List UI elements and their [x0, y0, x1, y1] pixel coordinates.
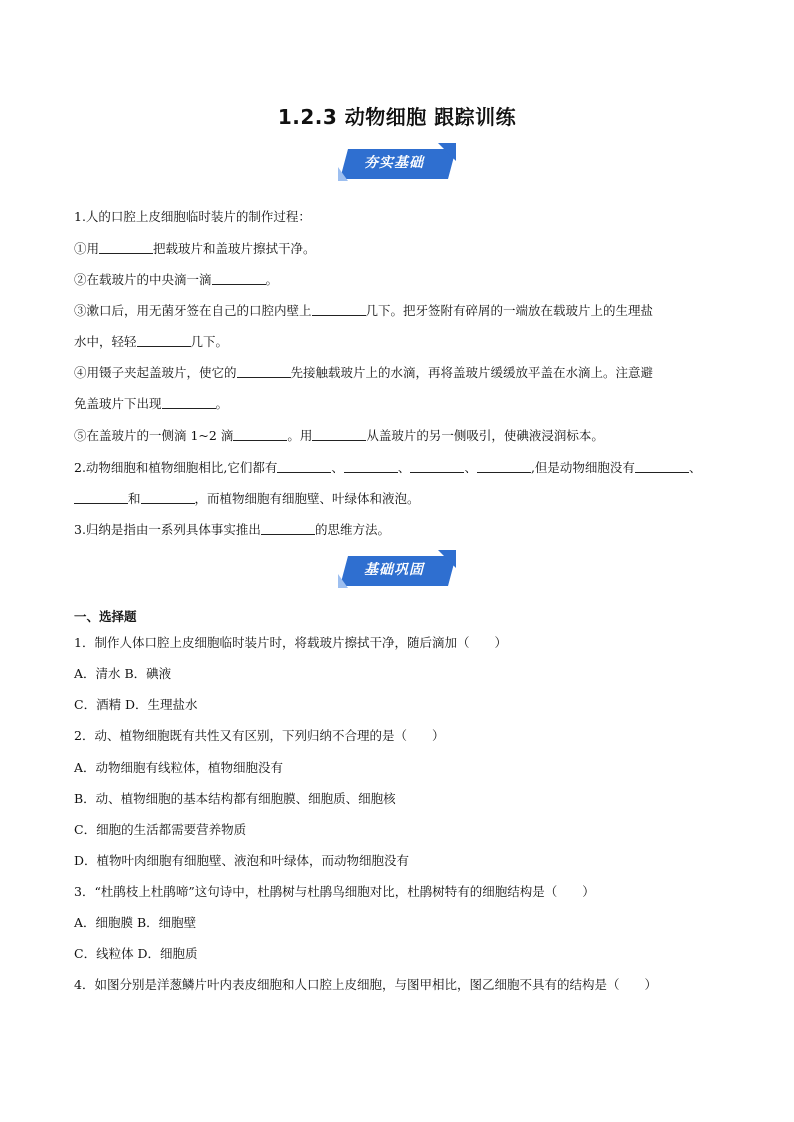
mc-q3-options-cd: C．线粒体 D．细胞质 [74, 946, 198, 961]
answer-blank [477, 459, 531, 473]
answer-blank [74, 490, 128, 504]
answer-blank [162, 395, 216, 409]
mc-q3: 3．“杜鹃枝上杜鹃啼”这句诗中，杜鹃树与杜鹃鸟细胞对比，杜鹃树特有的细胞结构是（ ） [74, 884, 595, 899]
separator: 、 [464, 460, 477, 475]
answer-blank [233, 427, 287, 441]
text: 水中，轻轻 [74, 334, 137, 349]
text: 。 [215, 396, 229, 411]
text: 从盖玻片的另一侧吸引，使碘液浸润标本。 [366, 428, 604, 443]
mc-q2-option-a: A．动物细胞有线粒体，植物细胞没有 [74, 760, 284, 775]
q1-step1 [74, 240, 316, 257]
text: 。用 [287, 428, 313, 443]
answer-blank [237, 364, 291, 378]
q1-step4 [74, 364, 653, 381]
q1-step3-cont [74, 333, 228, 350]
mc-q2-option-d: D．植物叶肉细胞有细胞壁、液泡和叶绿体，而动物细胞没有 [74, 853, 410, 868]
q2-line1 [74, 459, 701, 476]
section-banner-consolidate [338, 143, 456, 185]
text: ，而植物细胞有细胞壁、叶绿体和液泡。 [194, 491, 420, 506]
q1-step5 [74, 427, 604, 444]
answer-blank [99, 240, 153, 254]
q2-line2 [74, 490, 420, 507]
answer-blank [410, 459, 464, 473]
mc-q1-options-cd: C．酒精 D．生理盐水 [74, 697, 198, 712]
text: ②在载玻片的中央滴一滴 [74, 272, 212, 287]
answer-blank [141, 490, 195, 504]
text: 3.归纳是指由一系列具体事实推出 [74, 522, 261, 537]
section-heading: 一、选择题 [74, 609, 137, 624]
text: 。 [265, 272, 279, 287]
answer-blank [277, 459, 331, 473]
mc-q2-option-b: B．动、植物细胞的基本结构都有细胞膜、细胞质、细胞核 [74, 791, 396, 806]
text: 免盖玻片下出现 [74, 396, 162, 411]
separator: 、 [397, 460, 411, 475]
mc-q2: 2．动、植物细胞既有共性又有区别，下列归纳不合理的是（ ） [74, 728, 445, 743]
page-title: 1.2.3 动物细胞 跟踪训练 [277, 105, 517, 129]
answer-blank [137, 333, 191, 347]
text: ③漱口后，用无菌牙签在自己的口腔内壁上 [74, 303, 312, 318]
mc-q2-option-c: C．细胞的生活都需要营养物质 [74, 822, 247, 837]
text: ,但是动物细胞没有 [530, 460, 635, 475]
text: 的思维方法。 [314, 522, 390, 537]
q1-intro: 1.人的口腔上皮细胞临时装片的制作过程： [74, 209, 311, 224]
separator: 、 [688, 460, 702, 475]
text: 先接触载玻片上的水滴，再将盖玻片缓缓放平盖在水滴上。注意避 [290, 365, 654, 380]
q1-step4-cont [74, 395, 228, 412]
answer-blank [212, 271, 266, 285]
text: 2.动物细胞和植物细胞相比,它们都有 [74, 460, 278, 475]
text: ⑤在盖玻片的一侧滴 1~2 滴 [74, 428, 234, 443]
banner-label: 基础巩固 [364, 562, 424, 578]
text: 几下。 [190, 334, 229, 349]
q3-line [74, 521, 390, 538]
mc-q3-options-ab: A．细胞膜 B．细胞壁 [74, 915, 197, 930]
text: ①用 [74, 241, 100, 256]
text: 和 [128, 491, 141, 506]
answer-blank [261, 521, 315, 535]
answer-blank [635, 459, 689, 473]
mc-q4: 4．如图分别是洋葱鳞片叶内表皮细胞和人口腔上皮细胞，与图甲相比，图乙细胞不具有的结构是（ ） [74, 977, 657, 992]
q1-step2 [74, 271, 278, 288]
section-banner-foundation [338, 550, 456, 592]
mc-q1: 1．制作人体口腔上皮细胞临时装片时，将载玻片擦拭干净，随后滴加（ ） [74, 635, 507, 650]
q1-step3 [74, 302, 653, 319]
answer-blank [312, 427, 366, 441]
answer-blank [312, 302, 366, 316]
mc-q1-options-ab: A．清水 B．碘液 [74, 666, 172, 681]
banner-label: 夯实基础 [364, 155, 424, 171]
answer-blank [344, 459, 398, 473]
text: ④用镊子夹起盖玻片，使它的 [74, 365, 237, 380]
text: 几下。把牙签附有碎屑的一端放在载玻片上的生理盐 [365, 303, 654, 318]
separator: 、 [331, 460, 344, 475]
text: 把载玻片和盖玻片擦拭干净。 [153, 241, 316, 256]
